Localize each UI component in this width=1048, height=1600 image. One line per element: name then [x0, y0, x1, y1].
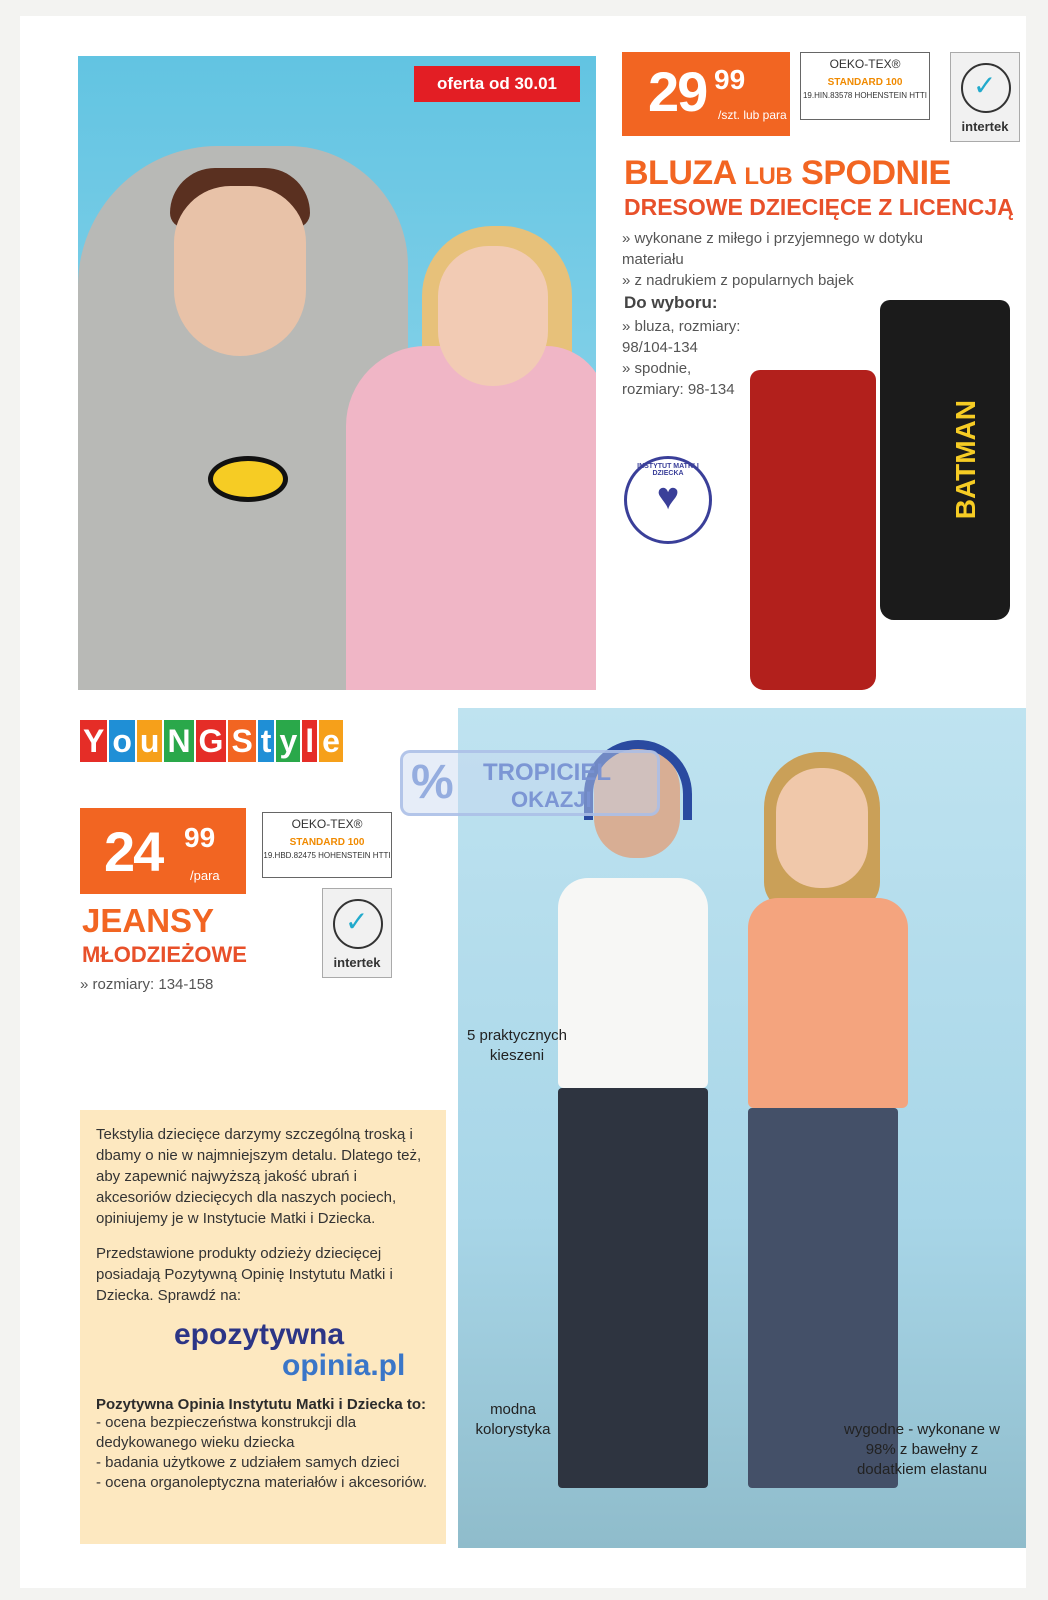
product-title-jeans: JEANSY: [82, 902, 215, 939]
coral-tshirt: [748, 898, 908, 1108]
logo-letter: o: [109, 720, 135, 762]
batman-print: BATMAN: [950, 400, 981, 520]
boy-jeans: [558, 1088, 708, 1488]
intertek-label: intertek: [961, 119, 1009, 134]
oeko-tex-label: [800, 52, 930, 120]
info-box: [80, 1110, 446, 1544]
logo-letter: y: [276, 720, 300, 762]
oeko-standard: STANDARD 100: [289, 837, 365, 848]
offer-date-badge: oferta od 30.01: [414, 66, 580, 102]
oeko-code: 19.HIN.83578 HOHENSTEIN HTTI: [802, 91, 928, 100]
intertek-badge: [322, 888, 392, 978]
callout-colors: modna kolorystyka: [475, 1401, 551, 1438]
logo-letter: t: [258, 720, 275, 762]
logo-letter: Y: [80, 720, 107, 762]
intertek-label: intertek: [333, 955, 381, 970]
price-unit: /para: [190, 868, 220, 883]
pink-hoodie: [346, 346, 596, 690]
institute-mother-child-logo: [624, 456, 712, 544]
percent-icon: %: [411, 756, 454, 809]
oeko-standard: STANDARD 100: [827, 77, 903, 88]
batman-logo: [208, 456, 288, 502]
choice-item: » spodnie, rozmiary: 98-134: [622, 360, 735, 398]
callout-comfort: wygodne - wykonane w 98% z bawełny z dodatkiem elastanu: [844, 1421, 1000, 1478]
logo-letter: u: [137, 720, 163, 762]
product-title-hoodie: BLUZA LUB SPODNIE: [624, 154, 951, 192]
tropiciel-okazji-watermark: [400, 750, 660, 816]
jeans-sizes: » rozmiary: 134-158: [80, 976, 214, 993]
info-paragraph: Tekstylia dziecięce darzymy szczególną troską i dbamy o nie w najmniejszym detalu. Dlatego też, aby zapewnić najwyższą jakość ubrań i akcesoriów dziecięcych dla naszych pociech, opiniujemy je w Instytucie Matki i Dziecka.: [96, 1126, 422, 1227]
boy-face: [174, 186, 306, 356]
kids-hoodies-photo: [78, 56, 596, 690]
choice-list: [622, 316, 752, 400]
checkmark-icon: ✓: [961, 63, 1011, 113]
girl-face: [438, 246, 548, 386]
price-main: 29: [648, 60, 707, 123]
callout-pockets: 5 praktycznych kieszeni: [466, 1027, 568, 1064]
heart-icon: ♥: [656, 476, 680, 518]
list-item: - ocena organoleptyczna materiałów i akcesoriów.: [96, 1474, 428, 1491]
opinion-list-heading: Pozytywna Opinia Instytutu Matki i Dziecka to:: [96, 1396, 427, 1413]
product-subtitle-hoodie: DRESOWE DZIECIĘCE Z LICENCJĄ: [624, 194, 1014, 220]
feature-item: » wykonane z miłego i przyjemnego w dotyku materiału: [622, 230, 923, 268]
price-cents: 99: [184, 822, 216, 853]
logo-letter: e: [319, 720, 343, 762]
checkmark-icon: ✓: [333, 899, 383, 949]
price-main: 24: [104, 820, 163, 883]
opinion-list: [96, 1413, 430, 1493]
site-name-part1: epozytywna: [174, 1318, 345, 1351]
choice-heading: Do wyboru:: [624, 293, 718, 312]
red-sweatpants: [750, 370, 876, 690]
info-paragraph: Przedstawione produkty odzieży dziecięcej posiadają Pozytywną Opinię Instytutu Matki i Dziecka. Sprawdź na:: [96, 1245, 393, 1304]
intertek-badge: [950, 52, 1020, 142]
price-tag-hoodie: [622, 52, 790, 136]
oeko-title: OEKO-TEX®: [829, 57, 901, 71]
choice-item: » bluza, rozmiary: 98/104-134: [622, 318, 741, 356]
list-item: - ocena bezpieczeństwa konstrukcji dla dedykowanego wieku dziecka: [96, 1414, 357, 1451]
logo-letter: S: [228, 720, 255, 762]
watermark-line1: TROPICIEL: [483, 759, 612, 786]
feature-item: » z nadrukiem z popularnych bajek: [622, 272, 854, 289]
watermark-line2: OKAZJI: [511, 787, 592, 812]
white-tshirt: [558, 878, 708, 1088]
logo-letter: N: [164, 720, 193, 762]
hoodie-features: [622, 228, 942, 291]
product-subtitle-jeans: MŁODZIEŻOWE: [82, 942, 247, 967]
institute-label: INSTYTUT MATKI I DZIECKA: [637, 463, 699, 477]
price-unit: /szt. lub para: [718, 108, 787, 122]
list-item: - badania użytkowe z udziałem samych dzieci: [96, 1454, 400, 1471]
oeko-code: 19.HBD.82475 HOHENSTEIN HTTI: [263, 851, 391, 860]
oeko-title: OEKO-TEX®: [291, 817, 363, 831]
price-tag-jeans: [80, 808, 246, 894]
girl-face: [776, 768, 868, 888]
price-cents: 99: [714, 64, 746, 95]
black-sweatpants: [880, 300, 1010, 620]
logo-letter: G: [196, 720, 227, 762]
site-name-part2: opinia.pl: [282, 1349, 406, 1382]
youngstyle-logo: [80, 720, 343, 762]
logo-letter: l: [302, 720, 317, 762]
oeko-tex-label: [262, 812, 392, 878]
